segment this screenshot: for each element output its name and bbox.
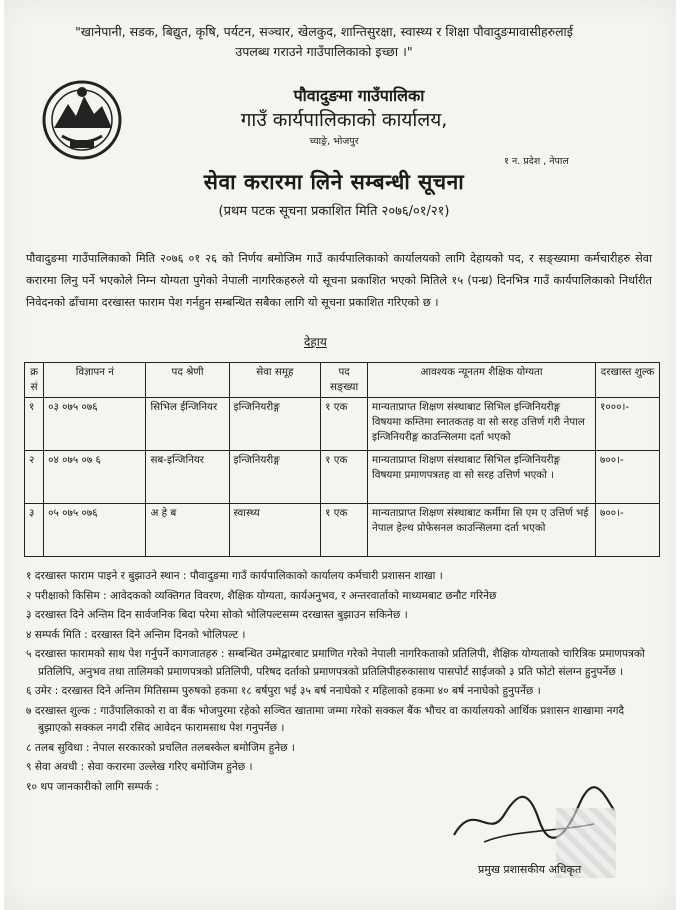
list-item: ४ सम्पर्क मिति : दरखास्त दिने अन्तिम दिनको भोलिपल्ट ।: [26, 628, 246, 641]
cell-post-count: १ एक: [321, 398, 368, 451]
list-item: ३ दरखास्त दिने अन्तिम दिन सार्वजनिक बिदा परेमा सोको भोलिपल्टसम्म दरखास्त बुझाउन सकिनेछ ।: [26, 609, 408, 621]
header-post-count: पद सङ्ख्या: [321, 363, 368, 398]
list-item: ९ सेवा अवधी : सेवा करारमा उल्लेख गरिए बमोजिम हुनेछ ।: [26, 761, 253, 773]
cell-fee: १०००।-: [596, 398, 660, 451]
cell-ad-number: ०४ ०७५ ०७ ६: [44, 451, 146, 504]
header-qualification: आवश्यक न्यूनतम शैक्षिक योग्यता: [368, 363, 596, 398]
table-row: [25, 398, 660, 451]
table-row: [25, 451, 660, 504]
table-header-row: [25, 363, 660, 398]
office-name: गाउँ कार्यपालिकाको कार्यालय,: [240, 109, 448, 131]
cell-fee: ७००।-: [596, 451, 660, 504]
schedule-label: देहाय: [304, 335, 327, 349]
cell-service-group: इन्जिनियरीङ्ग: [229, 451, 321, 504]
cell-fee: ७००।-: [596, 504, 660, 557]
cell-serial: ३: [25, 504, 44, 557]
cell-post-count: १ एक: [321, 451, 368, 504]
cell-qualification: मान्यताप्राप्त शिक्षण संस्थाबाट सिभिल इन्जिनियरीङ्ग विषयमा कम्तिमा स्नातकतह वा सो सरह उत्तिर्ण गरी नेपाल इन्जिनियरीङ्ग काउन्सिलमा दर्ता भएको: [368, 398, 596, 451]
cell-ad-number: ०३ ०७५ ०७६: [44, 398, 146, 451]
list-item: ६ उमेर : दरखास्त दिने अन्तिम मितिसम्म पुरुषको हकमा १८ बर्षपुरा भई ३५ बर्ष ननाघेको र महिलाको हकमा ४० बर्ष ननाघेको हुनुपर्नेछ ।: [26, 685, 541, 697]
signatory-title: प्रमुख प्रशासकीय अधिकृत: [478, 863, 582, 876]
publication-date: (प्रथम पटक सूचना प्रकाशित मिति २०७६/०१/२१): [218, 204, 450, 219]
header-service-group: सेवा समूह: [229, 363, 321, 398]
terms-list: [26, 568, 652, 798]
cell-service-group: स्वास्थ्य: [229, 504, 321, 557]
government-emblem-icon: [40, 78, 124, 162]
cell-qualification: मान्यताप्राप्त शिक्षण संस्थाबाट सिभिल इन्जिनियरीङ्ग विषयमा प्रमाणपत्रतह वा सो सरह उत्तिर्ण भएको ।: [368, 451, 596, 504]
header-position: पद श्रेणी: [146, 363, 229, 398]
organization-name: पौवादुङमा गाउँपालिका: [293, 86, 425, 105]
cell-post-count: १ एक: [321, 504, 368, 557]
cell-position: सब-इन्जिनियर: [146, 451, 229, 504]
cell-serial: २: [25, 451, 44, 504]
header-fee: दरखास्त शुल्क: [596, 363, 660, 398]
cell-qualification: मान्यताप्राप्त शिक्षण संस्थाबाट कर्मीमा सि एम ए उत्तिर्ण भई नेपाल हेल्थ प्रोफेसनल काउन्सिलमा दर्ता भएको: [368, 504, 596, 557]
table-row: [25, 504, 660, 557]
notice-page: [4, 0, 676, 910]
cell-position: सिभिल ईन्जिनियर: [146, 398, 229, 451]
notice-title: सेवा करारमा लिने सम्बन्धी सूचना: [203, 170, 465, 194]
province-text: १ न. प्रदेश , नेपाल: [504, 156, 569, 167]
header-serial: क्र सं: [25, 363, 44, 398]
vacancy-table: [24, 362, 660, 557]
motto-text: "खानेपानी, सडक, बिद्युत, कृषि, पर्यटन, सञ्चार, खेलकुद, शान्तिसुरक्षा, स्वास्थ्य र शिक्षा पौवादुङमावासीहरुलाई उपलब्ध गराउने गाउँपालिकाको इच्छा ।": [75, 24, 573, 59]
list-item: १० थप जानकारीको लागि सम्पर्क :: [26, 780, 159, 793]
list-item: ८ तलब सुविधा : नेपाल सरकारको प्रचलित तलबस्केल बमोजिम हुनेछ ।: [26, 741, 295, 754]
list-item: ५ दरखास्त फारामको साथ पेश गर्नुपर्ने कागजातहरु : सम्बन्धित उम्मेद्वारबाट प्रमाणित गरेको नेपाली नागरिकताको प्रतिलिपी, शैक्षिक योग्यताको चारित्रिक प्रमाणपत्रको प्रतिलिपि, अनुभव तथा तालिमको प्रमाणपत्रको प्रतिलिपी, परिषद दर्ताको प्रमाणपत्रको प्रतिलिपीहरुकासाथ पासपोर्ट साईजको ३ प्रति फोटो संलग्न हुनुपर्नेछ ।: [26, 648, 645, 678]
cell-service-group: इन्जिनियरीङ्ग: [229, 398, 321, 451]
list-item: ७ दरखास्त शुल्क : गाउँपालिकाको रा वा बैंक भोजपुरमा रहेको सञ्चित खातामा जम्मा गरेको सक्कल बैंक भौचर वा कार्यालयको आर्थिक प्रशासन शाखामा नगदै बुझाएको सक्कल नगदी रसिद आवेदन फारामसाथ पेश गनुपर्नेछ ।: [26, 704, 625, 734]
cell-position: अ हे ब: [146, 504, 229, 557]
list-item: २ परीक्षाको किसिम : आवेदकको व्यक्तिगत विवरण, शैक्षिक योग्यता, कार्यअनुभव, र अन्तरवार्ताको माध्यमबाट छनौट गरिनेछ: [26, 589, 497, 602]
intro-paragraph: पौवादुङमा गाउँपालिकाको मिति २०७६ ०१ २६ को निर्णय बमोजिम गाउँ कार्यपालिकाको कार्यालयको लागि देहायको पद, र सङ्ख्यामा कर्मचारीहरु सेवा करारमा लिनु पर्ने भएकोले निम्न योग्यता पुगेको नेपाली नागरिकहरुले यो सूचना प्रकाशित भएको मितिले १५ (पन्ध्र) दिनभित्र गाउँ कार्यपालिकाको निर्धारीत निवेदनको ढाँचामा दरखास्त फाराम पेश गर्नहुन सम्बन्धित सबैका लागि यो सूचना प्रकाशित गरिएको छ ।: [26, 252, 652, 309]
cell-serial: १: [25, 398, 44, 451]
header-ad-number: विज्ञापन नं: [44, 363, 146, 398]
office-address: च्याङ्रे, भोजपुर: [309, 136, 359, 147]
cell-ad-number: ०५ ०७५ ०७६: [44, 504, 146, 557]
list-item: १ दरखास्त फाराम पाइने र बुझाउने स्थान : पौवादुङमा गाउँ कार्यपालिकाको कार्यालय कर्मचारी प्रशासन शाखा ।: [26, 570, 443, 582]
